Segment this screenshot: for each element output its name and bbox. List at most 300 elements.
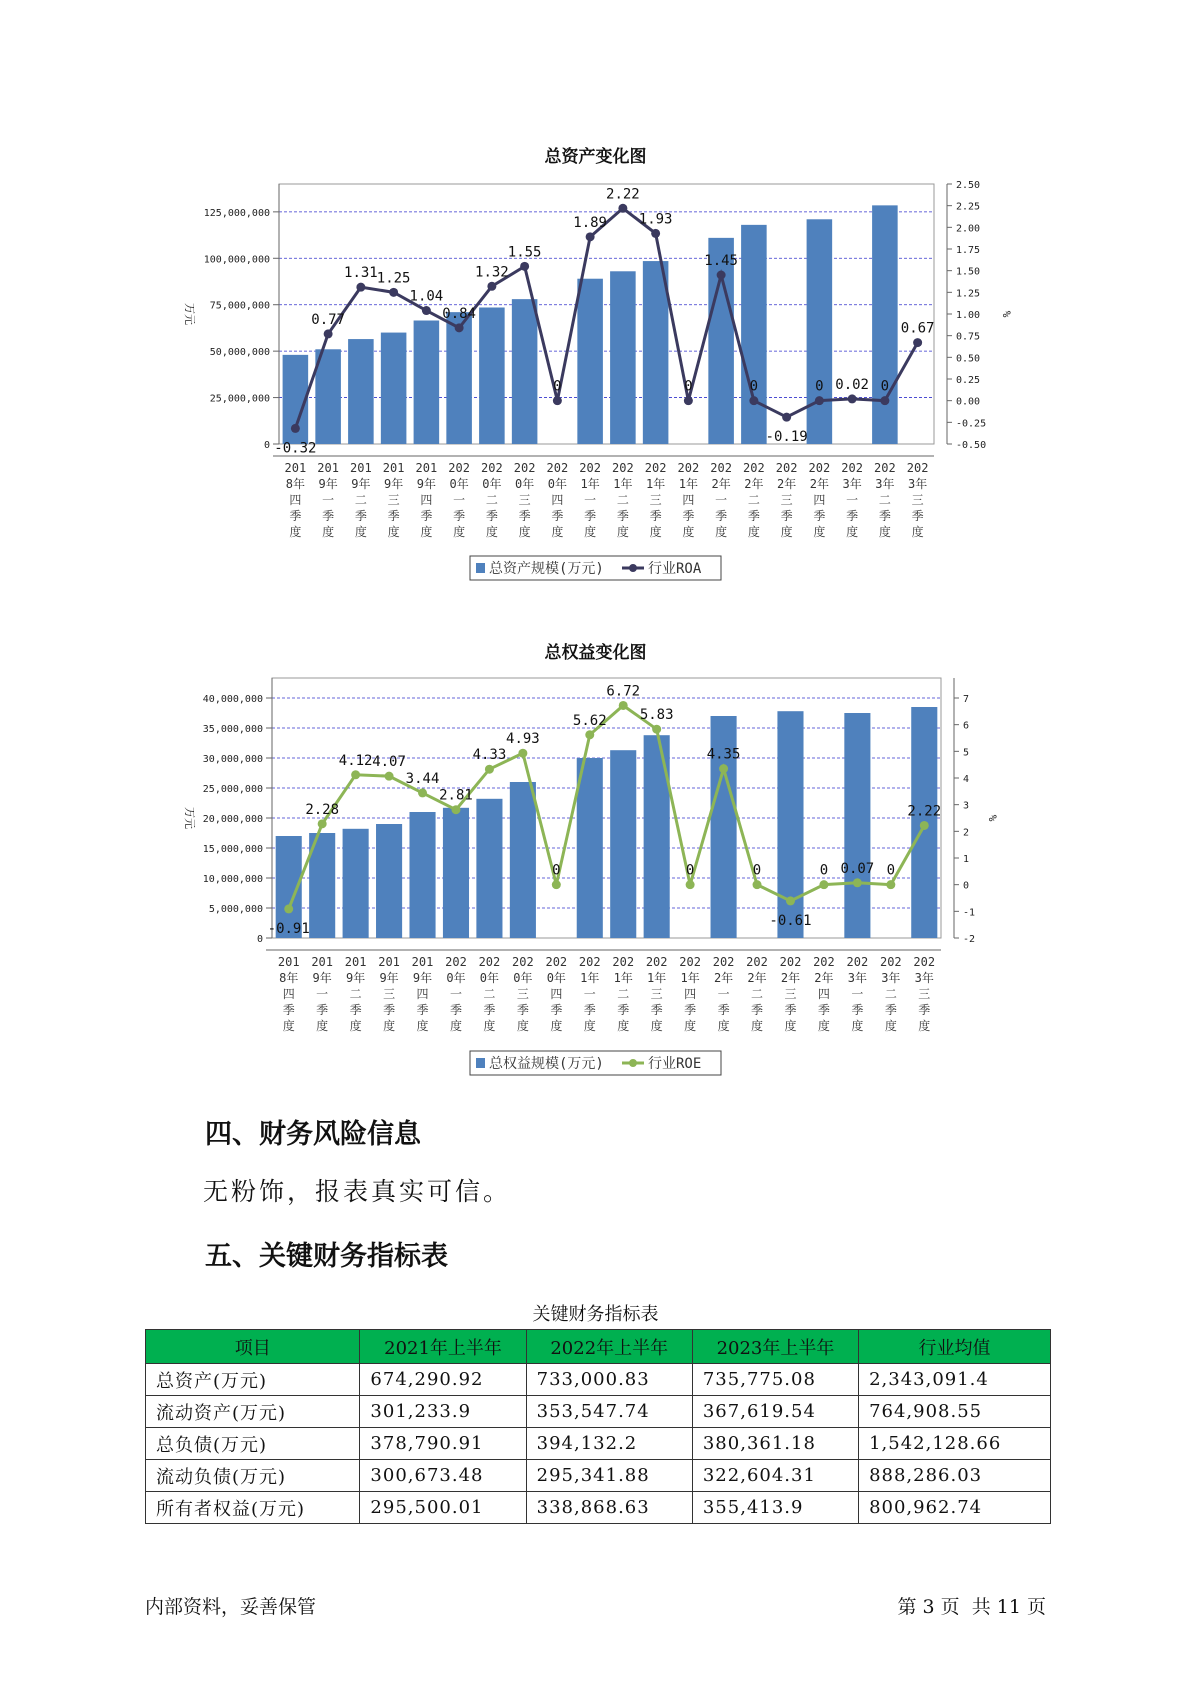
data-label: -0.32 [274, 440, 317, 457]
table-header-row [146, 1330, 1051, 1364]
bar [807, 219, 833, 444]
x-tick-label-part: 季 [617, 1003, 630, 1017]
section-5-heading: 五、关键财务指标表 [205, 1241, 448, 1272]
chart-1-title: 总资产变化图 [544, 147, 647, 167]
x-tick-label-part: 度 [682, 525, 695, 539]
line-point [782, 413, 791, 422]
x-tick-label [579, 461, 601, 539]
y2-tick-label: 0.75 [956, 331, 981, 343]
x-tick-label-part: 季 [682, 509, 695, 523]
x-tick-label-part: 202 [579, 461, 601, 475]
bar [343, 829, 369, 938]
x-tick-label-part: 度 [354, 525, 367, 539]
x-tick-label-part: 二 [616, 493, 629, 507]
legend-bar-swatch [476, 1058, 485, 1068]
x-tick-label [645, 461, 667, 539]
line-point [920, 821, 929, 830]
chart-2-title: 总权益变化图 [544, 643, 647, 663]
x-tick-label [913, 955, 935, 1033]
line-point [518, 749, 527, 758]
x-tick-label [512, 955, 534, 1033]
x-tick-label-part: 度 [289, 525, 302, 539]
data-label: 1.55 [507, 244, 542, 261]
header-industry-avg: 行业均值 [859, 1330, 1051, 1364]
cell: 295,341.88 [526, 1460, 692, 1492]
data-label: 4.33 [472, 747, 507, 764]
x-tick-label-part: 201 [344, 955, 367, 969]
bar [381, 333, 407, 444]
x-tick-label-part: 季 [383, 1003, 396, 1017]
x-tick-label [448, 461, 470, 539]
x-tick-label-part: 度 [516, 1019, 529, 1033]
y2-tick-label: 0.50 [956, 353, 981, 365]
cell: 353,547.74 [526, 1396, 692, 1428]
x-tick-label-part: 度 [449, 1019, 462, 1033]
data-label: 1.93 [638, 211, 673, 228]
x-tick-label-part: 四 [813, 493, 826, 507]
line-point [880, 396, 889, 405]
x-tick-label-part: 9年 [379, 971, 399, 985]
x-tick-label-part: 季 [354, 509, 367, 523]
x-tick-label-part: 四 [551, 493, 564, 507]
x-tick-label-part: 9年 [318, 477, 338, 491]
y-tick-label: 5,000,000 [208, 904, 263, 915]
x-tick-label-part: 季 [387, 509, 400, 523]
footer-note: 内部资料，妥善保管 [145, 1596, 317, 1618]
y2-tick-label: -0.50 [956, 440, 987, 451]
legend-line-label: 行业ROE [648, 1056, 702, 1072]
cell: 764,908.55 [859, 1396, 1051, 1428]
bar [409, 812, 435, 938]
x-tick-label-part: 季 [316, 1003, 329, 1017]
line-point [749, 396, 758, 405]
x-tick-label [780, 955, 802, 1033]
x-tick-label-part: 季 [684, 1003, 697, 1017]
x-tick-label-part: 度 [878, 525, 891, 539]
section-4-heading: 四、财务风险信息 [205, 1119, 421, 1150]
line-point [684, 396, 693, 405]
x-tick-label-part: 二 [354, 493, 367, 507]
x-tick-label-part: 9年 [312, 971, 332, 985]
cell: 总资产(万元) [146, 1364, 360, 1396]
bar [348, 339, 374, 444]
x-tick-label-part: 二 [751, 987, 764, 1001]
x-tick-label-part: 一 [715, 493, 728, 507]
x-tick-label-part: 四 [684, 987, 697, 1001]
x-tick-label-part: 202 [513, 461, 536, 475]
legend-line-marker [629, 1059, 637, 1067]
line-point [585, 730, 594, 739]
line-point [553, 396, 562, 405]
x-tick-label-part: 三 [516, 987, 529, 1001]
x-tick-label [847, 955, 869, 1033]
x-tick-label-part: 202 [841, 461, 863, 475]
cell: 355,413.9 [692, 1492, 858, 1524]
y-tick-label: 10,000,000 [202, 874, 263, 885]
y2-tick-label: 7 [963, 694, 970, 705]
data-label: 2.22 [606, 186, 640, 203]
data-label: 0 [752, 862, 762, 879]
x-tick-label-part: 202 [644, 461, 667, 475]
line-point [753, 880, 762, 889]
x-tick-label-part: 度 [650, 1019, 663, 1033]
x-tick-label-part: 一 [449, 987, 462, 1001]
line-point [853, 878, 862, 887]
x-tick-label [678, 461, 700, 539]
x-tick-label-part: 度 [583, 1019, 596, 1033]
x-tick-label-part: 季 [817, 1003, 830, 1017]
y-axis-label: 万元 [183, 807, 196, 829]
x-tick-label [746, 955, 768, 1033]
y2-tick-label: 1.25 [956, 288, 981, 300]
x-tick-label-part: 202 [545, 955, 568, 969]
x-tick-label [743, 461, 765, 539]
x-tick-label-part: 四 [550, 987, 563, 1001]
x-tick-label-part: 2年 [814, 971, 834, 985]
x-tick-label-part: 1年 [680, 971, 700, 985]
x-tick-label-part: 度 [322, 525, 335, 539]
data-label: 1.32 [475, 264, 509, 281]
header-item: 项目 [146, 1330, 360, 1364]
bar [479, 308, 505, 445]
header-2023h1: 2023年上半年 [692, 1330, 858, 1364]
line-point [717, 271, 726, 280]
data-label: 1.04 [409, 288, 444, 305]
x-tick-label-part: 201 [415, 461, 438, 475]
legend-line-marker [629, 564, 637, 572]
x-tick-label-part: 季 [780, 509, 793, 523]
x-tick-label-part: 度 [420, 525, 433, 539]
data-label: 2.81 [439, 787, 473, 804]
x-tick-label-part: 二 [349, 987, 362, 1001]
x-tick-label-part: 8年 [279, 971, 299, 985]
x-tick-label-part: 季 [282, 1003, 295, 1017]
x-tick-label [278, 955, 300, 1033]
cell: 2,343,091.4 [859, 1364, 1051, 1396]
x-tick-label-part: 季 [322, 509, 335, 523]
x-tick-label-part: 202 [879, 955, 902, 969]
data-label: 1.31 [344, 265, 378, 282]
x-tick-label-part: 1年 [613, 477, 633, 491]
x-tick-label-part: 季 [583, 1003, 596, 1017]
x-tick-label-part: 201 [350, 461, 372, 475]
x-tick-label-part: 3年 [875, 477, 895, 491]
x-tick-label-part: 0年 [479, 971, 500, 985]
line-point [815, 396, 824, 405]
bar [510, 782, 536, 938]
cell: 流动资产(万元) [146, 1396, 360, 1428]
y2-tick-label: 2.25 [956, 201, 981, 213]
table-row [146, 1396, 1051, 1428]
y-tick-label: 100,000,000 [203, 254, 270, 266]
x-tick-label-part: 0年 [482, 477, 502, 491]
x-tick-label-part: 度 [918, 1019, 931, 1033]
x-tick-label-part: 202 [874, 461, 896, 475]
x-tick-label [445, 955, 467, 1033]
x-tick-label-part: 202 [578, 955, 601, 969]
line-point [786, 896, 795, 905]
x-tick-label-part: 季 [518, 509, 531, 523]
table-caption: 关键财务指标表 [532, 1304, 659, 1325]
y-tick-label: 20,000,000 [202, 814, 263, 825]
x-tick-label-part: 度 [851, 1019, 864, 1033]
data-label: -0.61 [769, 912, 812, 929]
x-tick-label-part: 202 [779, 955, 802, 969]
y2-tick-label: 2.50 [956, 180, 981, 191]
x-tick-label [710, 461, 732, 539]
table-row [146, 1460, 1051, 1492]
cell: 总负债(万元) [146, 1428, 360, 1460]
x-tick-label-part: 2年 [777, 477, 797, 491]
x-tick-label-part: 度 [911, 525, 924, 539]
x-tick-label-part: 二 [617, 987, 630, 1001]
cell: 888,286.03 [859, 1460, 1051, 1492]
y-tick-label: 50,000,000 [209, 347, 270, 359]
x-tick-label-part: 202 [906, 461, 929, 475]
x-tick-label-part: 0年 [446, 971, 466, 985]
x-tick-label-part: 季 [715, 509, 728, 523]
x-tick-label-part: 度 [387, 525, 400, 539]
x-tick-label-part: 201 [411, 955, 434, 969]
line-point [291, 424, 300, 433]
x-tick-label-part: 度 [817, 1019, 830, 1033]
bar [643, 261, 669, 444]
y-tick-label: 0 [256, 934, 263, 945]
x-tick-label-part: 0年 [513, 971, 533, 985]
data-label: 4.35 [706, 746, 741, 763]
x-tick-label-part: 3年 [908, 477, 928, 491]
x-tick-label-part: 度 [316, 1019, 329, 1033]
x-tick-label-part: 度 [715, 525, 728, 539]
cell: 367,619.54 [692, 1396, 858, 1428]
y2-tick-label: 4 [963, 774, 970, 785]
x-tick-label-part: 季 [911, 509, 924, 523]
x-tick-label-part: 202 [481, 461, 503, 475]
line-point [485, 765, 494, 774]
y2-tick-label: -0.25 [956, 418, 987, 430]
x-tick-label-part: 季 [483, 1003, 496, 1017]
x-tick-label-part: 202 [448, 461, 470, 475]
x-tick-label-part: 度 [717, 1019, 730, 1033]
x-tick-label [679, 955, 701, 1033]
line-point [651, 229, 660, 238]
line-point [385, 772, 394, 781]
line-point [886, 880, 895, 889]
y-tick-label: 125,000,000 [203, 207, 270, 219]
header-2021h1: 2021年上半年 [360, 1330, 526, 1364]
x-tick-label-part: 四 [817, 987, 830, 1001]
x-tick-label-part: 202 [546, 461, 569, 475]
x-tick-label-part: 度 [751, 1019, 764, 1033]
x-tick-label-part: 二 [485, 493, 498, 507]
x-tick-label-part: 9年 [346, 971, 366, 985]
x-tick-label-part: 度 [684, 1019, 697, 1033]
bar [610, 750, 636, 938]
x-tick-label-part: 1年 [580, 477, 600, 491]
table-row [146, 1492, 1051, 1524]
x-tick-label-part: 2年 [711, 477, 731, 491]
data-label: 1.25 [376, 270, 411, 287]
x-tick-label-part: 季 [784, 1003, 797, 1017]
y2-tick-label: -1 [963, 907, 976, 919]
data-label: 0 [819, 862, 829, 879]
y2-tick-label: 6 [963, 720, 970, 732]
x-tick-label-part: 9年 [416, 477, 436, 491]
x-tick-label-part: 202 [710, 461, 732, 475]
x-tick-label-part: 三 [784, 987, 797, 1001]
x-tick-label [612, 461, 634, 539]
line-point [351, 770, 360, 779]
x-tick-label-part: 202 [512, 955, 534, 969]
x-tick-label-part: 度 [550, 1019, 563, 1033]
line-point [848, 394, 857, 403]
x-tick-label-part: 3年 [914, 971, 934, 985]
x-tick-label-part: 一 [453, 493, 466, 507]
x-tick-label-part: 季 [717, 1003, 730, 1017]
data-label: 2.28 [305, 801, 340, 818]
cell: 流动负债(万元) [146, 1460, 360, 1492]
x-tick-label-part: 度 [483, 1019, 496, 1033]
x-tick-label-part: 201 [311, 955, 334, 969]
y-tick-label: 15,000,000 [202, 844, 263, 855]
x-tick-label-part: 2年 [780, 971, 801, 985]
x-tick-label-part: 3年 [842, 477, 862, 491]
table-row [146, 1364, 1051, 1396]
x-tick-label-part: 2年 [744, 477, 764, 491]
x-tick-label-part: 三 [911, 493, 924, 507]
x-tick-label-part: 度 [584, 525, 597, 539]
y-tick-label: 40,000,000 [202, 694, 263, 705]
x-tick-label [545, 955, 567, 1033]
data-label: 0 [815, 378, 824, 395]
x-tick-label-part: 三 [518, 493, 531, 507]
cell: 所有者权益(万元) [146, 1492, 360, 1524]
x-tick-label-part: 四 [420, 493, 433, 507]
x-tick-label-part: 3年 [881, 971, 901, 985]
y-tick-label: 25,000,000 [202, 784, 263, 795]
x-tick-label-part: 一 [717, 987, 730, 1001]
x-tick-label-part: 二 [878, 493, 891, 507]
y-tick-label: 35,000,000 [202, 724, 263, 735]
line-point [619, 701, 628, 710]
cell: 301,233.9 [360, 1396, 526, 1428]
x-tick-label-part: 一 [846, 493, 859, 507]
x-tick-label-part: 三 [918, 987, 931, 1001]
data-label: 6.72 [606, 683, 641, 700]
line-point [618, 204, 627, 213]
x-tick-label-part: 202 [743, 461, 765, 475]
x-tick-label-part: 四 [416, 987, 429, 1001]
cell: 394,132.2 [526, 1428, 692, 1460]
bar [872, 205, 898, 444]
x-tick-label-part: 度 [282, 1019, 295, 1033]
x-tick-label-part: 202 [679, 955, 701, 969]
y2-axis-label: % [1000, 310, 1013, 318]
x-tick-label-part: 度 [518, 525, 531, 539]
x-tick-label [713, 955, 735, 1033]
total-equity-chart [0, 666, 1191, 1096]
data-label: 5.62 [572, 712, 607, 729]
x-tick-label-part: 0年 [515, 477, 535, 491]
x-tick-label-part: 季 [289, 509, 302, 523]
x-tick-label-part: 202 [478, 955, 501, 969]
x-tick-label-part: 202 [445, 955, 467, 969]
bar [844, 713, 870, 938]
bar [741, 225, 767, 444]
x-tick-label-part: 季 [851, 1003, 864, 1017]
line-point [487, 282, 496, 291]
x-tick-label [416, 461, 438, 539]
x-tick-label-part: 季 [516, 1003, 529, 1017]
x-tick-label-part: 三 [780, 493, 793, 507]
x-tick-label-part: 度 [846, 525, 859, 539]
data-label: -0.19 [765, 429, 808, 446]
x-tick-label [612, 955, 634, 1033]
total-assets-chart [0, 170, 1191, 590]
x-tick-label-part: 9年 [412, 971, 433, 985]
line-point [451, 805, 460, 814]
x-tick-label-part: 季 [918, 1003, 931, 1017]
cell: 378,790.91 [360, 1428, 526, 1460]
x-tick-label-part: 季 [846, 509, 859, 523]
x-tick-label-part: 度 [485, 525, 498, 539]
y-axis-label: 万元 [183, 303, 196, 325]
x-tick-label-part: 度 [649, 525, 662, 539]
x-tick-label-part: 3年 [847, 971, 867, 985]
data-label: 0 [684, 378, 693, 395]
line-point [520, 262, 529, 271]
x-tick-label-part: 202 [712, 955, 735, 969]
x-tick-label-part: 2年 [809, 477, 829, 491]
line-point [552, 880, 561, 889]
bar [512, 299, 538, 444]
x-tick-label [311, 955, 333, 1033]
data-label: 0.02 [835, 376, 869, 393]
x-tick-label-part: 202 [913, 955, 936, 969]
x-tick-label [378, 955, 400, 1033]
x-tick-label-part: 1年 [646, 477, 666, 491]
x-tick-label [514, 461, 536, 539]
y2-tick-label: 5 [963, 747, 970, 759]
x-tick-label [350, 461, 372, 539]
x-tick-label-part: 三 [649, 493, 662, 507]
x-tick-label [383, 461, 405, 539]
x-tick-label [345, 955, 367, 1033]
line-point [652, 725, 661, 734]
y2-tick-label: 1.50 [956, 266, 981, 278]
x-tick-label-part: 201 [378, 955, 400, 969]
x-tick-label [874, 461, 896, 539]
x-tick-label-part: 度 [617, 1019, 630, 1033]
x-tick-label [317, 461, 339, 539]
data-label: 0.07 [840, 860, 875, 877]
cell: 322,604.31 [692, 1460, 858, 1492]
x-tick-label-part: 三 [650, 987, 663, 1001]
data-label: 5.83 [639, 707, 674, 724]
x-tick-label-part: 202 [746, 955, 768, 969]
x-tick-label [547, 461, 569, 539]
y2-tick-label: -2 [963, 934, 976, 945]
x-tick-label-part: 三 [383, 987, 396, 1001]
x-tick-label-part: 度 [453, 525, 466, 539]
x-tick-label-part: 1年 [678, 477, 698, 491]
x-tick-label-part: 二 [884, 987, 897, 1001]
cell: 380,361.18 [692, 1428, 858, 1460]
line-point [819, 880, 828, 889]
x-tick-label-part: 季 [751, 1003, 764, 1017]
data-label: 0 [685, 862, 695, 879]
cell: 733,000.83 [526, 1364, 692, 1396]
